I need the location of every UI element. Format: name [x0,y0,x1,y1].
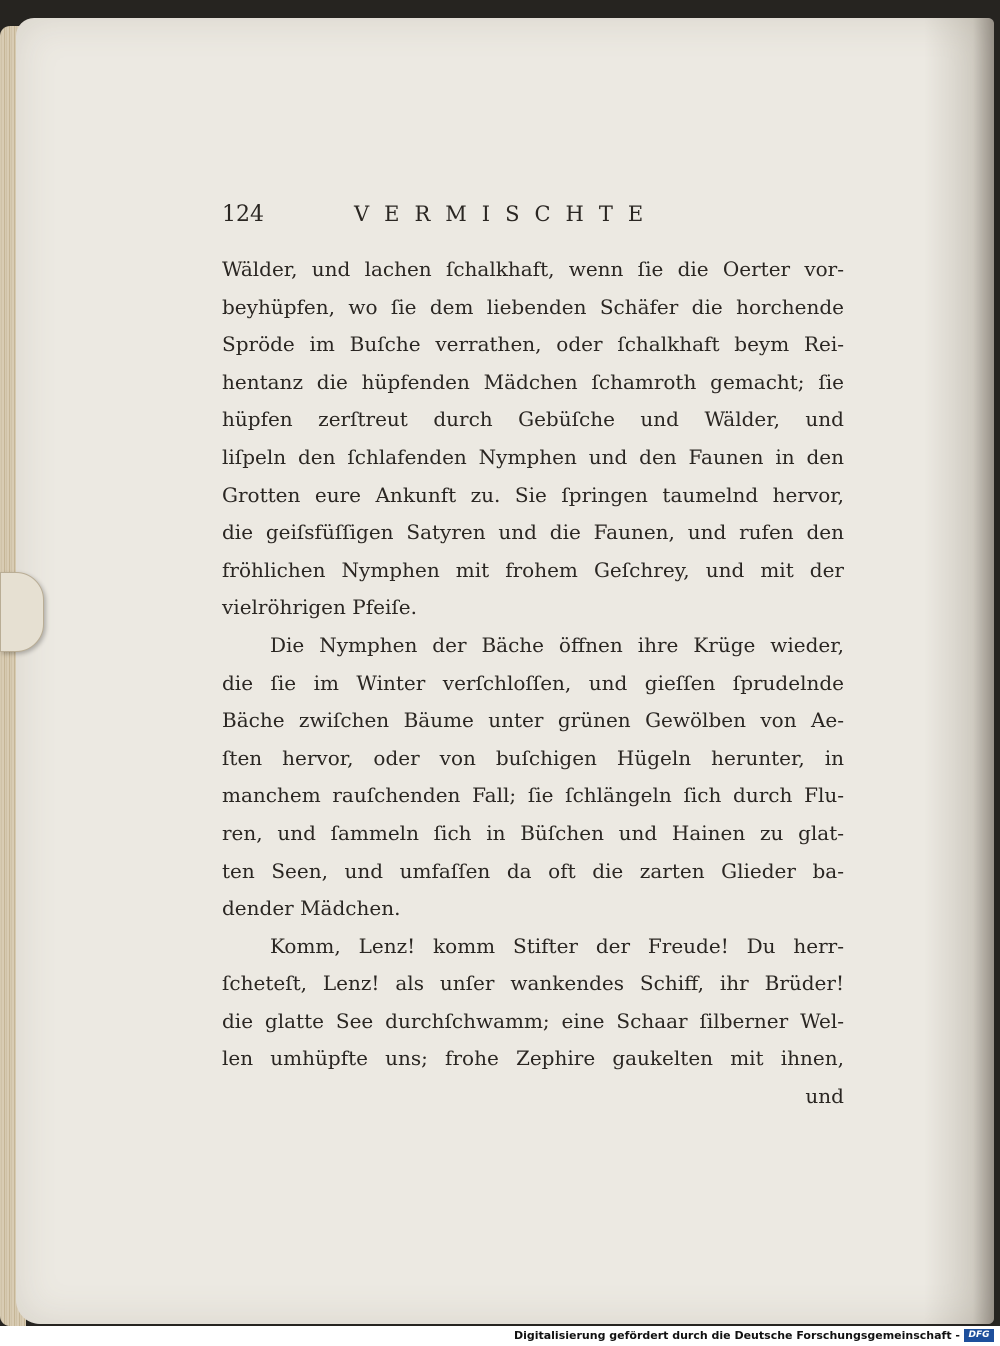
text-line: Die Nymphen der Bäche öffnen ihre Krüge wieder, [270,632,844,657]
page-tab-marker [0,572,44,652]
text-line: ſten hervor, oder von buſchigen Hügeln herunter, in [222,745,844,770]
text-line: Wälder, und lachen ſchalkhaft, wenn ſie die Oerter vor- [222,257,844,281]
text-line: manchem rauſchenden Fall; ſie ſchlängeln ſich durch Flu- [222,783,844,808]
text-line: Grotten eure Ankunft zu. Sie ſpringen taumelnd hervor, [222,482,844,507]
catchword: und [805,1084,844,1109]
text-line: liſpeln den ſchlafenden Nymphen und den Faunen in den [222,444,844,469]
text-line: die geiſsfüſſigen Satyren und die Faunen, und rufen den [222,520,844,545]
text-line: hüpfen zerſtreut durch Gebüſche und Wälder, und [222,407,844,432]
text-line: Bäche zwiſchen Bäume unter grünen Gewölben von Ae- [222,708,844,733]
gutter-shadow [924,18,994,1324]
paragraph-3 [222,928,844,1116]
running-head: VERMISCHTE [354,202,659,226]
text-line: Spröde im Buſche verrathen, oder ſchalkhaft beym Rei- [222,332,844,357]
page-header [222,196,842,236]
body-text [222,251,844,1116]
text-line: ren, und ſammeln ſich in Büſchen und Hainen zu glat- [222,820,844,845]
text-line: vielröhrigen Pfeiſe. [222,595,417,620]
digitization-footer [0,1326,1000,1346]
text-line: beyhüpfen, wo ſie dem liebenden Schäfer die horchende [222,294,844,319]
text-line: Komm, Lenz! komm Stifter der Freude! Du herr- [270,933,844,958]
text-line: die glatte See durchſchwamm; eine Schaar ſilberner Wel- [222,1008,844,1033]
text-line: fröhlichen Nymphen mit frohem Geſchrey, und mit der [222,557,844,582]
paragraph-1 [222,251,844,627]
text-line: dender Mädchen. [222,896,401,921]
text-line: ten Seen, und umfaſſen da oft die zarten Glieder ba- [222,858,844,883]
text-line: die ſie im Winter verſchloſſen, und gieſſen ſprudelnde [222,670,844,695]
page-number: 124 [222,202,264,227]
text-line: len umhüpfte uns; frohe Zephire gaukelten mit ihnen, [222,1046,844,1071]
funding-credit: Digitalisierung gefördert durch die Deutsche Forschungsgemeinschaft - [513,1329,960,1342]
text-line: hentanz die hüpfenden Mädchen ſchamroth gemacht; ſie [222,369,844,394]
text-line: ſcheteſt, Lenz! als unſer wankendes Schiff, ihr Brüder! [222,971,844,996]
dfg-logo: DFG [964,1329,994,1342]
paragraph-2 [222,627,844,928]
